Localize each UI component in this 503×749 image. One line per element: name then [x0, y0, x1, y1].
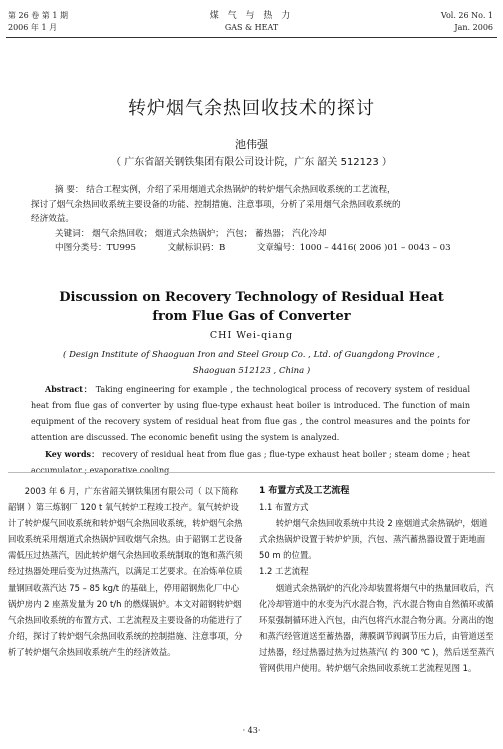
abstract-en	[31, 381, 470, 479]
header-right	[441, 10, 493, 34]
article-no-value: 1000 – 4416( 2006 )01 – 0043 – 03	[299, 243, 451, 253]
author-en: CHI Wei-qiang	[209, 330, 294, 341]
abstract-cn-line-1: 结合工程实例，介绍了采用烟道式余热锅炉的转炉烟气余热回收系统的工艺流程，	[86, 185, 396, 195]
doc-code-label: 文献标识码：	[167, 243, 220, 253]
clc-label: 中图分类号：	[55, 243, 107, 253]
body-left-column	[8, 483, 245, 660]
header-rule	[6, 37, 497, 38]
body-right-column	[259, 483, 495, 676]
journal-name-en: GAS & HEAT	[224, 23, 279, 32]
paper-title-cn: 转炉烟气余热回收技术的探讨	[128, 98, 375, 119]
keywords-cn-label: 关键词：	[55, 228, 90, 239]
date-en: Jan. 2006	[454, 23, 493, 32]
keywords-cn: 烟气余热回收； 烟道式余热锅炉； 汽包； 蓄热器； 汽化冷却	[92, 228, 327, 239]
volume-issue-cn: 第 26 卷 第 1 期	[8, 11, 68, 20]
affiliation-cn: （ 广东省韶关钢铁集团有限公司设计院，广东 韶关 512123 ）	[111, 157, 392, 168]
page-number: · 43·	[242, 726, 261, 735]
keywords-en: recovery of residual heat from flue gas ; flue-type exhaust heat boiler ; steam dome ; heat accumulator ; evaporative cooling	[31, 450, 470, 475]
header-center	[0, 10, 503, 34]
date-cn: 2006 年 1 月	[8, 23, 58, 32]
keywords-en-label: Key words：	[45, 449, 100, 459]
journal-name-cn: 煤 气 与 热 力	[209, 11, 294, 21]
affiliation-en-line-2: Shaoguan 512123 , China )	[192, 366, 311, 376]
abstract-cn-line-2: 探讨了烟气余热回收系统主要设备的功能、控制措施、注意事项，分析了采用烟气余热回收系统的	[31, 199, 401, 210]
subsection-heading-1-2: 1.2 工艺流程	[259, 566, 309, 577]
author-cn: 池伟强	[235, 138, 268, 151]
paper-title-en: Discussion on Recovery Technology of Residual Heat from Flue Gas of Converter	[59, 290, 444, 324]
subsection-heading-1-1: 1.1 布置方式	[259, 502, 309, 513]
abstract-cn	[31, 183, 470, 256]
abstract-divider	[8, 472, 495, 473]
paragraph-1-2: 烟道式余热锅炉的汽化冷却装置将烟气中的热量回收后，汽化冷却管道中的水变为汽水混合物，汽水混合物由自然循环或循环泵强制循环进入汽包，由汽包将汽水混合物分离。分离出的饱和蒸汽经管道送至蓄热器，薄膜调节阀调节压力后，由管道送至过热器，经过热器过热为过热蒸汽( 约 300 ℃ )，然后送至蒸汽管网供用户使用。转炉烟气余热回收系统工艺流程见图 1。	[259, 582, 495, 674]
clc-value: TU995	[106, 243, 136, 253]
volume-issue-en: Vol. 26 No. 1	[440, 11, 493, 20]
paragraph-1-1: 转炉烟气余热回收系统中共设 2 座烟道式余热锅炉，烟道式余热锅炉设置于转炉炉顶，汽包、蒸汽蓄热器设置于距地面 50 m 的位置。	[259, 518, 488, 561]
abstract-cn-line-3: 经济效益。	[31, 214, 74, 224]
article-no-label: 文章编号：	[256, 243, 300, 253]
affiliation-en	[30, 347, 473, 379]
body-left-paragraph: 2003 年 6 月，广东省韶关钢铁集团有限公司（ 以下简称韶钢 ）第三炼钢厂 120 t 氧气转炉工程竣工投产。氧气转炉设计了转炉煤气回收系统和转炉烟气余热回收系统，转炉烟气余热回收系统采用烟道式余热锅炉回收烟气余热。由于韶钢工艺设备需低压过热蒸汽，因此转炉烟气余热回收系统制取的饱和蒸汽须经过热器处理后变为过热蒸汽，以满足工艺要求。在冶炼单位质量钢回收蒸汽达 75 – 85 kg/t 的基础上，停用韶钢焦化厂中心锅炉房内 2 座蒸发量为 20 t/h 的燃煤锅炉。本文对韶钢转炉烟气余热回收系统的布置方式、工艺流程及主要设备的功能进行了介绍，探讨了转炉烟气余热回收系统的控制措施、注意事项，分析了转炉烟气余热回收系统产生的经济效益。	[8, 486, 243, 657]
affiliation-en-line-1: ( Design Institute of Shaoguan Iron and Steel Group Co. , Ltd. of Guangdong Province ,	[63, 350, 440, 360]
doc-code-value: B	[219, 243, 226, 253]
abstract-en-text: Taking engineering for example , the technological process of recovery system of residual heat from flue gas of converter by using flue-type exhaust heat boiler is introduced. The function of main equipment of the recovery system of residual heat from flue gas , the control measures and the points for attention are discussed. The economic benefit using the system is analyzed.	[31, 385, 471, 442]
abstract-cn-label: 摘 要：	[55, 185, 84, 195]
section-heading-1: 1 布置方式及工艺流程	[259, 486, 350, 496]
abstract-en-label: Abstract：	[45, 384, 93, 394]
